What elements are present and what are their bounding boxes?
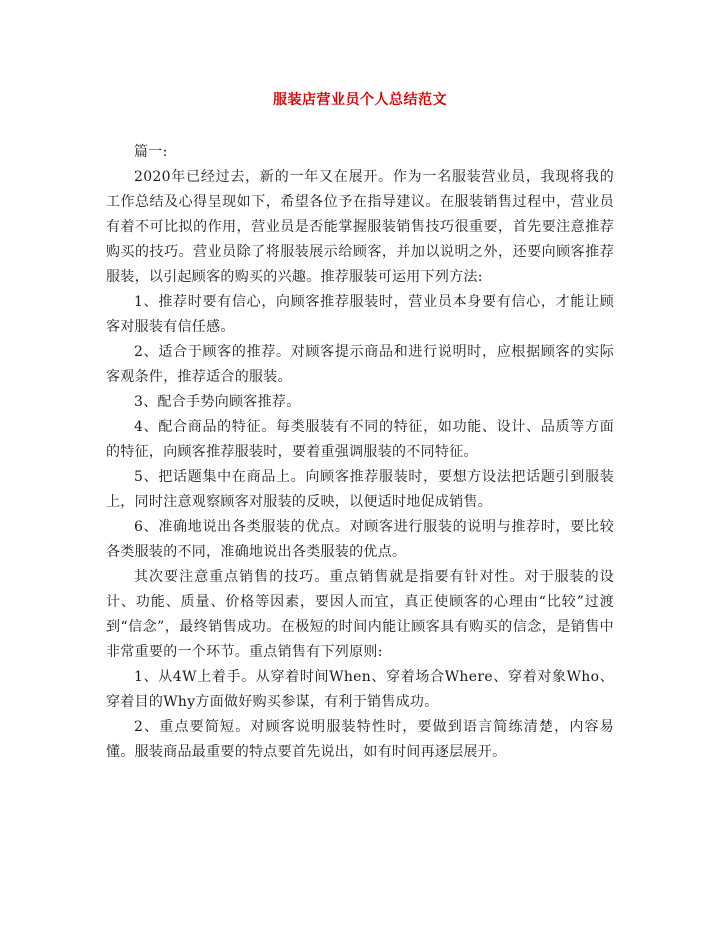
paragraph-principle-2: 2、重点要简短。对顾客说明服装特性时，要做到语言简练清楚，内容易懂。服装商品最重要的特点要首先说出，如有时间再逐层展开。 <box>106 719 614 760</box>
paragraph-method-6: 6、准确地说出各类服装的优点。对顾客进行服装的说明与推荐时，要比较各类服装的不同，准确地说出各类服装的优点。 <box>106 519 614 560</box>
paragraph-method-2: 2、适合于顾客的推荐。对顾客提示商品和进行说明时，应根据顾客的实际客观条件，推荐适合的服装。 <box>106 344 614 385</box>
document-page <box>106 90 614 765</box>
paragraph-method-5: 5、把话题集中在商品上。向顾客推荐服装时，要想方设法把话题引到服装上，同时注意观察顾客对服装的反映，以便适时地促成销售。 <box>106 469 614 510</box>
paragraph-principle-1: 1、从4W上着手。从穿着时间When、穿着场合Where、穿着对象Who、穿着目的Why方面做好购买参谋，有利于销售成功。 <box>106 669 614 710</box>
paragraph-section-label: 篇一: <box>134 144 168 160</box>
paragraph-intro: 2020年已经过去，新的一年又在展开。作为一名服装营业员，我现将我的工作总结及心得呈现如下，希望各位予在指导建议。在服装销售过程中，营业员有着不可比拟的作用，营业员是否能掌握服装销售技巧很重要，首先要注意推荐购买的技巧。营业员除了将服装展示给顾客，并加以说明之外，还要向顾客推荐服装，以引起顾客的购买的兴趣。推荐服装可运用下列方法: <box>106 169 614 285</box>
paragraph-method-4: 4、配合商品的特征。每类服装有不同的特征，如功能、设计、品质等方面的特征，向顾客推荐服装时，要着重强调服装的不同特征。 <box>106 419 614 460</box>
document-title: 服装店营业员个人总结范文 <box>273 92 447 108</box>
paragraph-key-selling: 其次要注意重点销售的技巧。重点销售就是指要有针对性。对于服装的设计、功能、质量、价格等因素，要因人而宜，真正使顾客的心理由“比较”过渡到“信念”，最终销售成功。在极短的时间内能让顾客具有购买的信念，是销售中非常重要的一个环节。重点销售有下列原则: <box>106 569 614 660</box>
paragraph-method-1: 1、推荐时要有信心，向顾客推荐服装时，营业员本身要有信心，才能让顾客对服装有信任感。 <box>106 294 614 335</box>
paragraph-method-3: 3、配合手势向顾客推荐。 <box>134 394 301 410</box>
